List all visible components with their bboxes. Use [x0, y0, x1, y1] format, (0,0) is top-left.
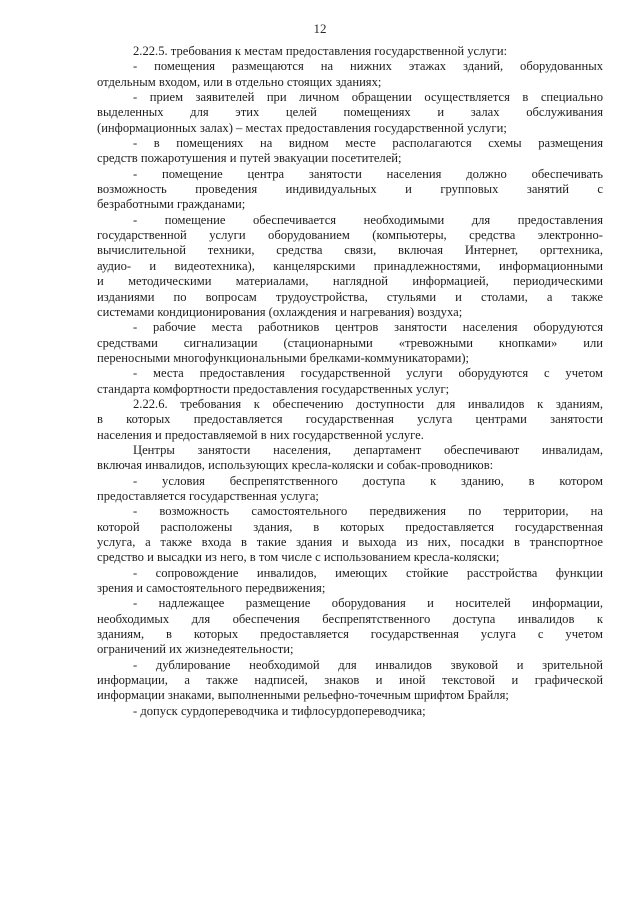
text-line: - возможность самостоятельного передвижения по территории, на — [133, 504, 603, 519]
text-line: которой расположены здания, в которых предоставляется государственная — [97, 519, 603, 534]
text-line: зрения и самостоятельного передвижения; — [97, 581, 326, 596]
document-body — [97, 44, 603, 719]
text-line: - прием заявителей при личном обращении осуществляется в специально — [133, 90, 603, 105]
text-line: услуга, а также входа в такие здания и выхода из них, посадки в транспортное — [97, 535, 603, 549]
text-line: - дублирование необходимой для инвалидов звуковой и зрительной — [133, 657, 603, 672]
text-line: (информационных залах) – местах предоставления государственной услуги; — [97, 120, 507, 135]
text-line: - условия беспрепятственного доступа к зданию, в котором — [133, 473, 603, 488]
text-line: необходимых для обеспечения беспрепятственного доступа инвалидов к — [97, 611, 603, 626]
text-line: - сопровождение инвалидов, имеющих стойкие расстройства функции — [133, 565, 603, 580]
text-line: ограничений их жизнедеятельности; — [97, 642, 294, 657]
text-line: включая инвалидов, использующих кресла-коляски и собак-проводников: — [97, 458, 494, 473]
text-line: безработными гражданами; — [97, 197, 246, 212]
text-line: - места предоставления государственной услуги оборудуются с учетом — [133, 366, 603, 381]
text-line: средствами сигнализации (стационарными «тревожными кнопками» или — [97, 335, 603, 350]
text-line: в которых предоставляется государственная услуга центрами занятости — [97, 412, 603, 427]
text-line: и методическими материалами, наглядной информацией, периодическими — [97, 274, 603, 289]
text-line: - надлежащее размещение оборудования и носителей информации, — [133, 596, 603, 611]
text-line: системами кондиционирования (охлаждения и нагревания) воздуха; — [97, 304, 463, 319]
text-line: - в помещениях на видном месте располагаются схемы размещения — [133, 136, 603, 151]
text-line: вычислительной техники, средства связи, включая Интернет, оргтехника, — [97, 243, 603, 258]
text-line: средств пожаротушения и путей эвакуации посетителей; — [97, 151, 402, 166]
text-line: информации, а также надписей, знаков и иной текстовой и графической — [97, 673, 603, 688]
text-line: 2.22.6. требования к обеспечению доступности для инвалидов к зданиям, — [133, 396, 603, 411]
text-line: аудио- и видеотехника), канцелярскими принадлежностями, информационными — [97, 258, 603, 273]
text-line: информации знаками, выполненными рельефно-точечным шрифтом Брайля; — [97, 688, 509, 703]
text-line: - помещения размещаются на нижних этажах зданий, оборудованных — [133, 59, 603, 74]
text-line: изданиями по вопросам трудоустройства, стульями и столами, а также — [97, 289, 603, 304]
text-line: выделенных для этих целей помещениях и залах обслуживания — [97, 105, 603, 120]
text-line: отдельным входом, или в отдельно стоящих зданиях; — [97, 74, 382, 89]
text-line: населения и предоставляемой в них государственной услуге. — [97, 427, 424, 442]
page-number: 12 — [313, 21, 327, 36]
text-line: 2.22.5. требования к местам предоставления государственной услуги: — [133, 44, 508, 58]
text-line: - рабочие места работников центров занятости населения оборудуются — [133, 320, 603, 335]
text-line: стандарта комфортности предоставления государственных услуг; — [97, 381, 450, 396]
text-line: государственной услуги оборудованием (компьютеры, средства электронно- — [97, 228, 603, 243]
text-line: средство и высадки из него, в том числе с использованием кресла-коляски; — [97, 550, 500, 565]
text-line: - помещение обеспечивается необходимыми для предоставления — [133, 212, 603, 227]
text-line: предоставляется государственная услуга; — [97, 488, 319, 503]
text-line: Центры занятости населения, департамент обеспечивают инвалидам, — [133, 442, 603, 457]
text-line: переносными многофункциональными брелками-коммуникаторами); — [97, 350, 470, 365]
text-line: возможность проведения индивидуальных и групповых занятий с — [97, 182, 603, 197]
text-line: - помещение центра занятости населения должно обеспечивать — [133, 166, 603, 181]
text-line: - допуск сурдопереводчика и тифлосурдопереводчика; — [133, 703, 426, 718]
text-line: зданиям, в которых предоставляется государственная услуга с учетом — [97, 627, 603, 642]
